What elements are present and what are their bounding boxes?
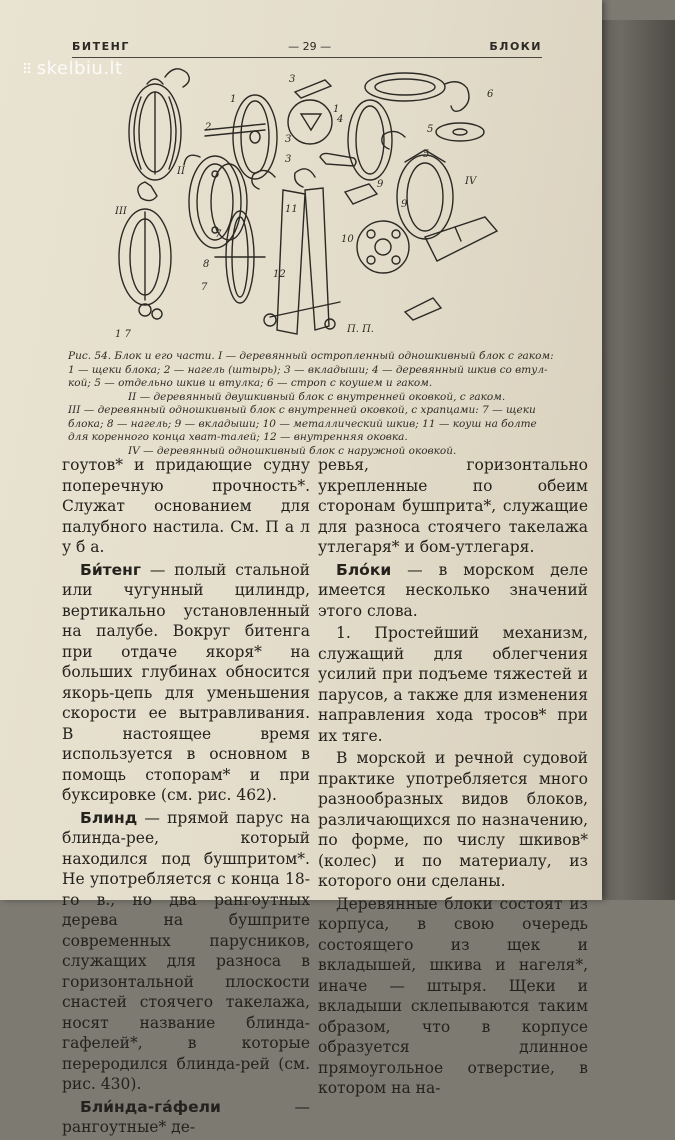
- caption-line: III — деревянный одношкивный блок с внутренней оковкой, с храпцами: 7 — щеки: [68, 404, 536, 416]
- left-column: [62, 455, 310, 1140]
- fig-label: 1: [333, 104, 340, 115]
- paragraph: гоутов* и придающие судну поперечную прочность*. Служат основанием для палубного настила. См. П а л у б а.: [62, 456, 310, 556]
- fig-label: III: [115, 206, 127, 217]
- fig-label: 1 7: [115, 329, 131, 340]
- fig-label: 3: [285, 134, 292, 145]
- entry-blind: [62, 808, 310, 1095]
- entry-body: — рангоутные* де-: [62, 1097, 310, 1136]
- fig-label: 1: [230, 94, 237, 105]
- paragraph: ревья, горизонтально укрепленные по обеим сторонам бушприта*, служащие для разноса стоячего такелажа утлегаря* и бом-утлегаря.: [318, 456, 588, 556]
- header-rule: [72, 57, 542, 58]
- entry-term: Блинд: [80, 808, 138, 827]
- entry-bloki: [318, 560, 588, 622]
- caption-line: блока; 8 — нагель; 9 — вкладыши; 10 — металлический шкив; 11 — коуш на болте: [68, 417, 537, 430]
- caption-line: 1 — щеки блока; 2 — нагель (штырь); 3 — вкладыши; 4 — деревянный шкив со втул-: [68, 363, 548, 376]
- entry-bitteng: [62, 560, 310, 806]
- entry-blinda-gafeli: [62, 1097, 310, 1138]
- caption-line: II — деревянный двушкивный блок с внутренней оковкой, с гаком.: [128, 390, 506, 403]
- fig-label: П. П.: [347, 324, 374, 335]
- entry-body: — прямой парус на блинда-рее, который находился под бушпритом*. Не употребляется с конца 18-го в., но два рангоутных дерева на бушприте современных парусников, служащих для разноса в горизонтальной плоскости снастей стоячего такелажа, носят название блинда-гафелей*, в которые переродился блинда-рей (см. рис. 430).: [62, 808, 310, 1093]
- fig-label: 8: [203, 259, 210, 270]
- header-left-word: БИТЕНГ: [72, 40, 130, 53]
- right-column: [318, 455, 588, 1101]
- fig-label: 11: [285, 204, 298, 215]
- entry-term: Бло́ки: [336, 560, 392, 579]
- fig-label: 7: [215, 229, 222, 240]
- watermark-text: skelbiu.lt: [36, 58, 123, 79]
- paragraph: Деревянные блоки состоят из корпуса, в свою очередь состоящего из щек и вкладышей, шкива и нагеля*, иначе — штыря. Щеки и вкладыши склепываются таким образом, что в корпусе образуется длинное прямоугольное отверстие, в котором на на-: [318, 894, 588, 1097]
- fig-label: 12: [273, 269, 286, 280]
- fig-label: 3: [285, 154, 292, 165]
- fig-label: 5: [427, 124, 434, 135]
- entry-term: Би́тенг: [80, 560, 141, 579]
- header-right-word: БЛОКИ: [489, 40, 542, 53]
- fig-label: 10: [341, 234, 354, 245]
- fig-label: 3: [289, 74, 296, 85]
- block-i-drawing: [129, 69, 189, 180]
- page-number: — 29 —: [288, 40, 332, 53]
- fig-label: II: [177, 166, 185, 177]
- fig-label: 2: [205, 122, 212, 133]
- running-head: [72, 40, 542, 53]
- block-parts-illustration: [105, 62, 535, 347]
- paragraph: 1. Простейший механизм, служащий для облегчения усилий при подъеме тяжестей и парусов, а также для изменения направления хода тросов* при их тяге.: [318, 624, 588, 745]
- entry-body: — полый стальной или чугунный цилиндр, вертикально установленный на палубе. Вокруг битенга при отдаче якоря* на больших глубинах обносится якорь-цепь для уменьшения скорости ее вытравливания. В настоящее время используется в основном в помощь стопорам* и при буксировке (см. рис. 462).: [62, 560, 310, 804]
- fig-label: 7: [201, 282, 208, 293]
- fig-label: 9: [401, 199, 408, 210]
- caption-line: для коренного конца хват-талей; 12 — внутренняя оковка.: [68, 431, 408, 443]
- figure-caption: [68, 350, 568, 458]
- fig-label: 6: [487, 89, 494, 100]
- caption-line: IV — деревянный одношкивный блок с наружной оковкой.: [128, 444, 457, 457]
- entry-term: Бли́нда-га́фели: [80, 1097, 221, 1116]
- fig-label: 4: [337, 114, 344, 125]
- fig-label: 9: [377, 179, 384, 190]
- fig-label: IV: [465, 176, 477, 187]
- caption-line: Рис. 54. Блок и его части. I — деревянный остропленный одношкивный блок с гаком:: [68, 350, 554, 362]
- caption-line: кой; 5 — отдельно шкив и втулка; 6 — строп с коушем и гаком.: [68, 377, 433, 389]
- block-iii-drawing: [119, 182, 171, 319]
- fig-label: 5: [423, 149, 430, 160]
- entry-body: — в морском деле имеется несколько значений этого слова.: [318, 560, 588, 620]
- watermark-dots-icon: ⠿: [22, 62, 33, 78]
- paragraph: В морской и речной судовой практике употребляется много разнообразных видов блоков, различающихся по назначению, по форме, по числу шкивов* (колес) и по материалу, из которого они сделаны.: [318, 749, 588, 890]
